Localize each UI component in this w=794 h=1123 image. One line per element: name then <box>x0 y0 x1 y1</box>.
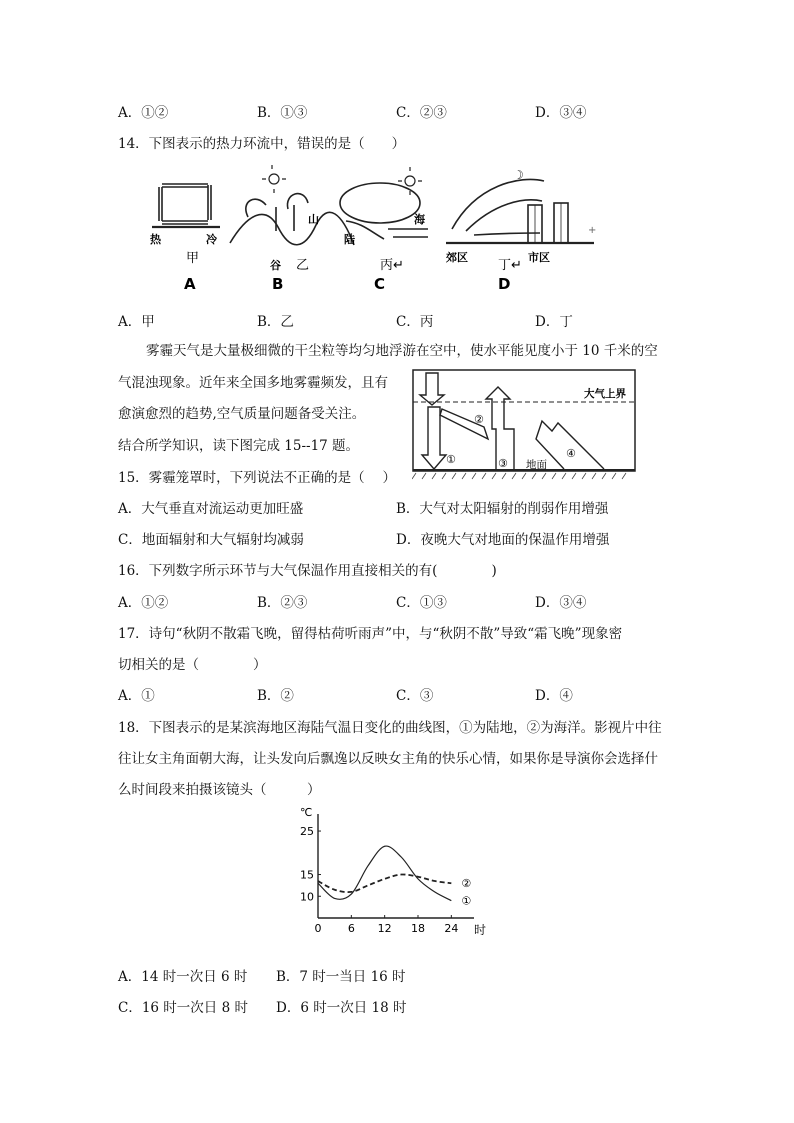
x-tick-label: 0 <box>314 922 322 935</box>
q17-option-c[interactable]: C．③ <box>396 688 434 704</box>
q16-stem: 16．下列数字所示环节与大气保温作用直接相关的有( ) <box>118 563 497 579</box>
diagram-b <box>230 194 354 245</box>
q17-option-d[interactable]: D．④ <box>535 688 573 704</box>
q17-option-b[interactable]: B．② <box>257 688 294 704</box>
letter-a: A <box>184 275 196 293</box>
label-jia: 甲 <box>186 251 200 266</box>
label-city: 市区 <box>528 251 550 264</box>
q14-option-a[interactable]: A．甲 <box>118 314 155 330</box>
q15-option-c[interactable]: C．地面辐射和大气辐射均减弱 <box>118 532 304 548</box>
label-n1: ① <box>446 453 456 466</box>
q13-option-a[interactable]: A．①② <box>118 105 169 121</box>
q15-option-a[interactable]: A．大气垂直对流运动更加旺盛 <box>118 501 304 517</box>
svg-text:+: + <box>588 225 597 236</box>
temperature-chart <box>292 806 488 946</box>
label-cold: 冷 <box>206 233 217 246</box>
y-tick-label: 15 <box>300 868 314 882</box>
label-sea: 海 <box>414 213 425 226</box>
q18-option-c[interactable]: C．16 时一次日 8 时 <box>118 1000 248 1016</box>
q16-option-a[interactable]: A．①② <box>118 595 169 611</box>
y-tick-label: 25 <box>300 825 314 839</box>
q18-option-b[interactable]: B．7 时一当日 16 时 <box>276 969 406 985</box>
diagram-c <box>340 183 428 239</box>
diagram-a <box>152 184 220 227</box>
diagram-d <box>446 179 597 243</box>
q18-option-d[interactable]: D．6 时一次日 18 时 <box>276 1000 407 1016</box>
label-valley: 谷 <box>270 259 281 272</box>
label-land: 陆 <box>344 233 355 246</box>
svg-text:☽: ☽ <box>513 168 524 182</box>
q18-option-a[interactable]: A．14 时一次日 6 时 <box>118 969 248 985</box>
passage-line-1: 雾霾天气是大量极细微的干尘粒等均匀地浮游在空中，使水平能见度小于 10 千米的空 <box>146 343 658 359</box>
series-line-1 <box>318 846 451 901</box>
label-ding: 丁↵ <box>498 258 522 273</box>
radiation-figure <box>412 369 636 481</box>
label-hot: 热 <box>150 233 161 246</box>
label-suburb: 郊区 <box>446 251 468 264</box>
x-tick-label: 24 <box>444 922 459 935</box>
passage-line-2: 气混浊现象。近年来全国多地雾霾频发，且有 <box>118 375 388 391</box>
q13-option-b[interactable]: B．①③ <box>257 105 308 121</box>
q18-stem-line-1: 18．下图表示的是某滨海地区海陆气温日变化的曲线图，①为陆地，②为海洋。影视片中往 <box>118 720 662 736</box>
y-tick-label: 10 <box>300 890 314 904</box>
q17-stem-line-1: 17．诗句“秋阴不散霜飞晚，留得枯荷听雨声”中，与“秋阴不散”导致“霜飞晚”现象密 <box>118 626 623 642</box>
q15-option-b[interactable]: B．大气对太阳辐射的削弱作用增强 <box>396 501 609 517</box>
q16-option-b[interactable]: B．②③ <box>257 595 308 611</box>
letter-d: D <box>498 275 511 293</box>
label-yi: 乙 <box>296 258 310 273</box>
q17-stem-line-2: 切相关的是（ ） <box>118 657 267 673</box>
label-mountain: 山 <box>308 213 319 226</box>
q14-option-d[interactable]: D．丁 <box>535 314 573 330</box>
series-label-1: ① <box>461 894 472 908</box>
x-tick-label: 12 <box>377 922 392 935</box>
q13-option-d[interactable]: D．③④ <box>535 105 587 121</box>
letter-b: B <box>272 275 284 293</box>
q14-stem: 14．下图表示的热力环流中，错误的是（ ） <box>118 136 406 152</box>
passage-line-3: 愈演愈烈的趋势,空气质量问题备受关注。 <box>118 406 366 422</box>
series-label-2: ② <box>461 877 472 891</box>
q18-stem-line-2: 往让女主角面朝大海，让头发向后飘逸以反映女主角的快乐心情，如果你是导演你会选择什 <box>118 751 658 767</box>
x-tick-label: 6 <box>347 922 355 935</box>
q16-option-c[interactable]: C．①③ <box>396 595 447 611</box>
q15-stem: 15．雾霾笼罩时，下列说法不正确的是（ ） <box>118 470 396 486</box>
q14-option-b[interactable]: B．乙 <box>257 314 294 330</box>
q17-option-a[interactable]: A．① <box>118 688 155 704</box>
letter-c: C <box>374 275 386 293</box>
x-axis-label: 时 <box>474 923 487 937</box>
y-axis-label: ℃ <box>300 806 313 819</box>
label-bing: 丙↵ <box>380 258 404 273</box>
q16-option-d[interactable]: D．③④ <box>535 595 587 611</box>
label-n4: ④ <box>566 447 576 460</box>
passage-line-4: 结合所学知识，读下图完成 15--17 题。 <box>118 438 360 454</box>
label-n3: ③ <box>498 457 508 470</box>
q15-option-d[interactable]: D．夜晚大气对地面的保温作用增强 <box>396 532 610 548</box>
q14-figure <box>148 165 608 295</box>
q18-stem-line-3: 么时间段来拍摄该镜头（ ） <box>118 782 321 798</box>
q13-option-c[interactable]: C．②③ <box>396 105 447 121</box>
label-n2: ② <box>474 413 484 426</box>
label-ground: 地面 <box>526 459 547 471</box>
x-tick-label: 18 <box>411 922 425 935</box>
label-top-of-atmosphere: 大气上界 <box>584 388 626 400</box>
q14-option-c[interactable]: C．丙 <box>396 314 434 330</box>
